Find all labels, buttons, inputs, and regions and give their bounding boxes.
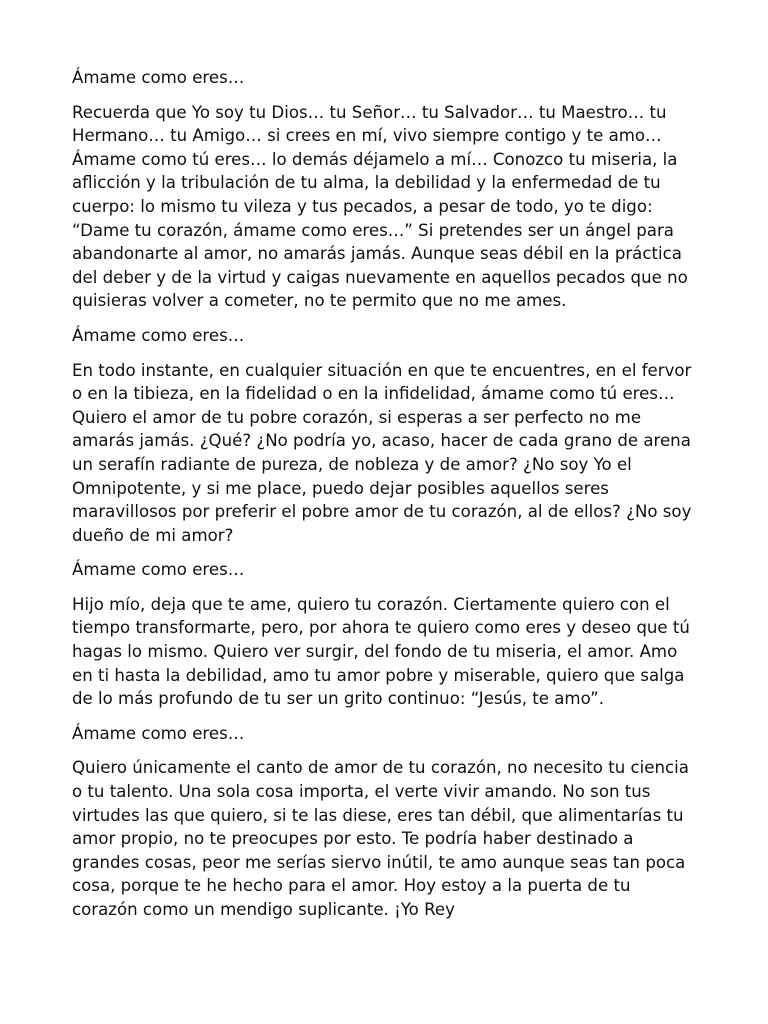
section-heading: Ámame como eres…	[72, 325, 245, 345]
paragraph: Recuerda que Yo soy tu Dios… tu Señor… tu Salvador… tu Maestro… tu Hermano… tu Amigo… si crees en mí, vivo siempre contigo y te amo… Ámame como tú eres… lo demás déjamelo a mí… Conozco tu miseria, la aflicción y la tribulación de tu alma, la debilidad y la enfermedad de tu cuerpo: lo mismo tu vileza y tus pecados, a pesar de todo, yo te digo: “Dame tu corazón, ámame como eres…” Si pretendes ser un ángel para abandonarte al amor, no amarás jamás. Aunque seas débil en la práctica del deber y de la virtud y caigas nuevamente en aquellos pecados que no quisieras volver a cometer, no te permito que no me ames.	[72, 102, 688, 311]
paragraph: Hijo mío, deja que te ame, quiero tu corazón. Ciertamente quiero con el tiempo transformarte, pero, por ahora te quiero como eres y deseo que tú hagas lo mismo. Quiero ver surgir, del fondo de tu miseria, el amor. Amo en ti hasta la debilidad, amo tu amor pobre y miserable, quiero que salga de lo más profundo de tu ser un grito continuo: “Jesús, te amo”.	[72, 594, 690, 709]
paragraph: Quiero únicamente el canto de amor de tu corazón, no necesito tu ciencia o tu talento. Una sola cosa importa, el verte vivir amando. No son tus virtudes las que quiero, si te las diese, eres tan débil, que alimentarías tu amor propio, no te preocupes por esto. Te podría haber destinado a grandes cosas, peor me serías siervo inútil, te amo aunque seas tan poca cosa, porque te he hecho para el amor. Hoy estoy a la puerta de tu corazón como un mendigo suplicante. ¡Yo Rey	[72, 758, 689, 919]
paragraph: En todo instante, en cualquier situación en que te encuentres, en el fervor o en la tibieza, en la fidelidad o en la infidelidad, ámame como tú eres… Quiero el amor de tu pobre corazón, si esperas a ser perfecto no me amarás jamás. ¿Qué? ¿No podría yo, acaso, hacer de cada grano de arena un serafín radiante de pureza, de nobleza y de amor? ¿No soy Yo el Omnipotente, y si me place, puedo dejar posibles aquellos seres maravillosos por preferir el pobre amor de tu corazón, al de ellos? ¿No soy dueño de mi amor?	[72, 360, 692, 545]
section-heading: Ámame como eres…	[72, 560, 245, 580]
section-heading: Ámame como eres…	[72, 68, 245, 87]
document-page	[72, 66, 700, 933]
section-heading: Ámame como eres…	[72, 723, 245, 743]
